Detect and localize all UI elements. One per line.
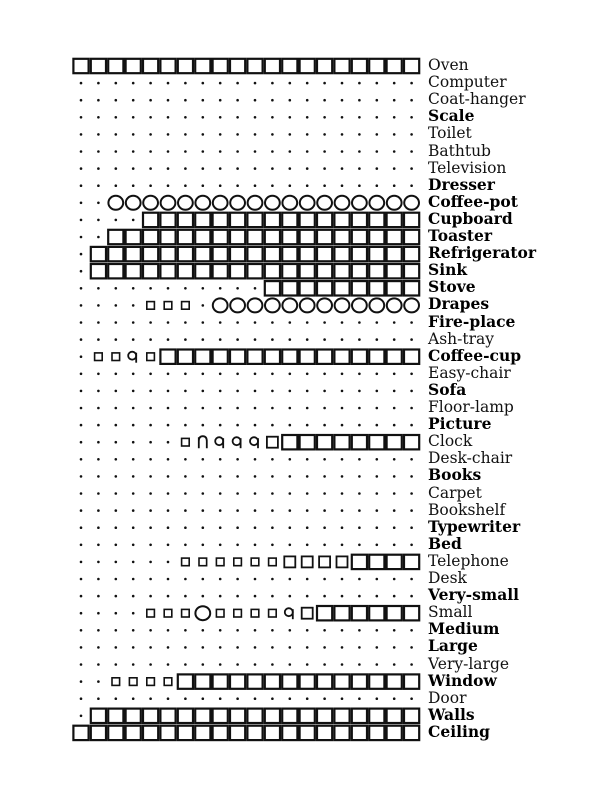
- row-label: Fire-place: [428, 311, 516, 331]
- row-label: Books: [428, 465, 482, 485]
- row-label: Scale: [428, 106, 475, 126]
- row-label: Floor-lamp: [428, 398, 514, 416]
- row-label: Coffee-cup: [428, 345, 522, 365]
- row-label: Bathtub: [428, 141, 491, 160]
- row-label: Drapes: [428, 294, 490, 314]
- row-label: Very-large: [428, 654, 510, 673]
- row-label: Oven: [428, 56, 469, 74]
- row-label: Coffee-pot: [428, 191, 518, 211]
- row-label: Sink: [428, 260, 468, 280]
- row-label: Dresser: [428, 174, 495, 194]
- row-label: Picture: [428, 414, 492, 434]
- row-label: Walls: [428, 704, 475, 724]
- row-label: Large: [428, 636, 478, 656]
- row-label: Desk: [428, 569, 467, 587]
- row-label: Clock: [428, 432, 473, 451]
- row-label: Ceiling: [428, 721, 490, 741]
- row-label: Toilet: [428, 124, 472, 143]
- row-label: Door: [428, 688, 467, 707]
- row-label: Typewriter: [428, 516, 521, 536]
- row-label: Easy-chair: [428, 363, 511, 382]
- row-label: Desk-chair: [428, 449, 513, 468]
- row-label: Coat-hanger: [428, 90, 526, 109]
- row-label: Bed: [428, 533, 462, 553]
- row-label: Very-small: [428, 585, 520, 605]
- row-label: Refrigerator: [428, 243, 537, 263]
- row-label: Sofa: [428, 379, 467, 399]
- row-label: Window: [428, 670, 497, 690]
- row-label: Medium: [428, 619, 500, 639]
- row-label: Bookshelf: [428, 500, 506, 519]
- row-label: Telephone: [428, 551, 509, 570]
- row-label: Stove: [428, 277, 476, 297]
- row-label: Television: [428, 158, 507, 177]
- row-label: Toaster: [428, 226, 493, 245]
- row-label: Computer: [428, 73, 507, 92]
- row-label: Ash-tray: [428, 329, 495, 348]
- row-label: Carpet: [428, 483, 482, 502]
- row-label: Cupboard: [428, 208, 513, 228]
- row-label: Small: [428, 603, 473, 622]
